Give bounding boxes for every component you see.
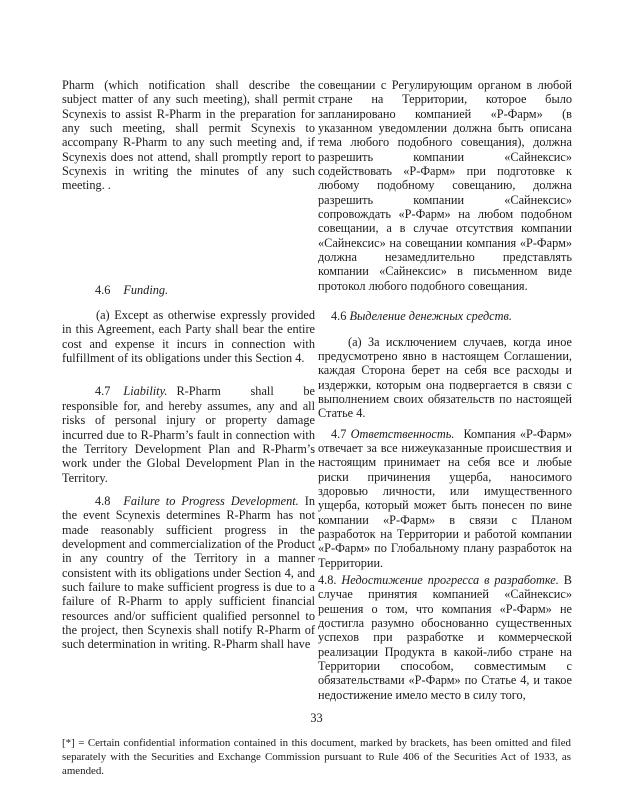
- paragraph-4-8-ru: [318, 573, 572, 702]
- paragraph-4-7-ru: [318, 427, 572, 570]
- section-4-7-number-ru: 4.7: [331, 426, 347, 441]
- section-4-8-body-ru: В случае принятия компанией «Сайнексис» решения о том, что компания «Р-Фарм» не достигла разумно обоснованно существенных успехов при разработке и коммерческой реализации Продукта в какой-либо стране на Территории способом, совместимым с обязательствами «Р-Фарм» по Статье 4, и такое недостижение имело место в силу того,: [318, 573, 572, 702]
- section-4-7-title-en: Liability.: [123, 384, 168, 399]
- heading-4-6-en: [62, 283, 315, 297]
- section-4-8-number-ru: 4.8.: [318, 573, 337, 587]
- paragraph-ru-continuation: совещании с Регулирующим органом в любой стране на Территории, которое было запланировано компанией «Р-Фарм» (в указанном уведомлении должна быть описана тема любого подобного совещания), должна разрешить компании «Сайнексис» содействовать «Р-Фарм» при подготовке к любому подобному совещанию, должна разрешить компании «Сайнексис» сопровождать «Р-Фарм» на любом подобном совещании, а в случае отсутствия компании «Сайнексис» на совещании компания «Р-Фарм» должна незамедлительно представлять компании «Сайнексис» в письменном виде протокол любого подобного совещания.: [318, 78, 572, 293]
- section-4-7-number-en: 4.7: [95, 384, 111, 399]
- section-4-8-title-ru: Недостижение прогресса в разработке.: [341, 573, 559, 587]
- paragraph-en-continuation: Pharm (which notification shall describe the subject matter of any such meeting), shall permit Scynexis to assist R-Pharm in the preparation for any such meeting, shall permit Scynexis to accompany R-Pharm to any such meeting and, if Scynexis does not attend, shall promptly report to Scynexis in writing the minutes of any such meeting. .: [62, 78, 315, 193]
- heading-4-6-ru: [318, 309, 572, 323]
- page-number: 33: [310, 711, 323, 725]
- paragraph-4-7-en: [62, 384, 315, 484]
- section-4-7-title-ru: Ответственность.: [350, 426, 455, 441]
- section-4-6-title-en: Funding.: [123, 282, 169, 297]
- paragraph-4-8-en: [62, 494, 315, 652]
- english-column: [62, 78, 315, 652]
- section-4-8-number-en: 4.8: [95, 493, 111, 508]
- section-4-8-body-en: In the event Scynexis determines R-Pharm has not made reasonably sufficient progress in the development and commercialization of the Product in any country of the Territory in a manner consistent with its obligations under Section 4, and such failure to make sufficient progress is due to a failure of R-Pharm to apply sufficient financial resources and/or sufficient qualified personnel to the project, then Scynexis shall notify R-Pharm of such determination in writing. R-Pharm shall have: [62, 493, 315, 652]
- confidentiality-footnote: [*] = Certain confidential information contained in this document, marked by brackets, has been omitted and filed separately with the Securities and Exchange Commission pursuant to Rule 406 of the Securities Act of 1933, as amended.: [62, 737, 571, 777]
- section-4-7-body-en: R-Pharm shall be responsible for, and hereby assumes, any and all risks of personal injury or property damage incurred due to R-Pharm’s fault in connection with the Territory Development Plan and R-Pharm’s work under the Global Development Plan in the Territory.: [62, 384, 315, 485]
- russian-column: [318, 78, 572, 702]
- section-4-7-body-ru: Компания «Р-Фарм» отвечает за все нижеуказанные происшествия и настоящим принимает на себя все и любые риски причинения ущерба, наносимого здоровью личности, или имущественного ущерба, который может быть понесен по вине компании «Р-Фарм» в связи с Планом разработок на Территории и работой компании «Р-Фарм» по Глобальному плану разработок на Территории.: [318, 426, 572, 570]
- section-4-8-title-en: Failure to Progress Development.: [123, 493, 299, 508]
- paragraph-4-6a-ru: (a) За исключением случаев, когда иное предусмотрено явно в настоящем Соглашении, каждая Сторона берет на себя все расходы и издержки, которым она подвергается в связи с выполнением своих обязательств по настоящей Статье 4.: [318, 334, 572, 421]
- paragraph-4-6a-en: (a) Except as otherwise expressly provided in this Agreement, each Party shall bear the entire cost and expense it incurs in connection with fulfillment of its obligations under this Section 4.: [62, 308, 315, 366]
- section-4-6-number-ru: 4.6: [331, 309, 347, 324]
- section-4-6-number-en: 4.6: [95, 282, 111, 297]
- section-4-6-title-ru: Выделение денежных средств.: [349, 309, 512, 324]
